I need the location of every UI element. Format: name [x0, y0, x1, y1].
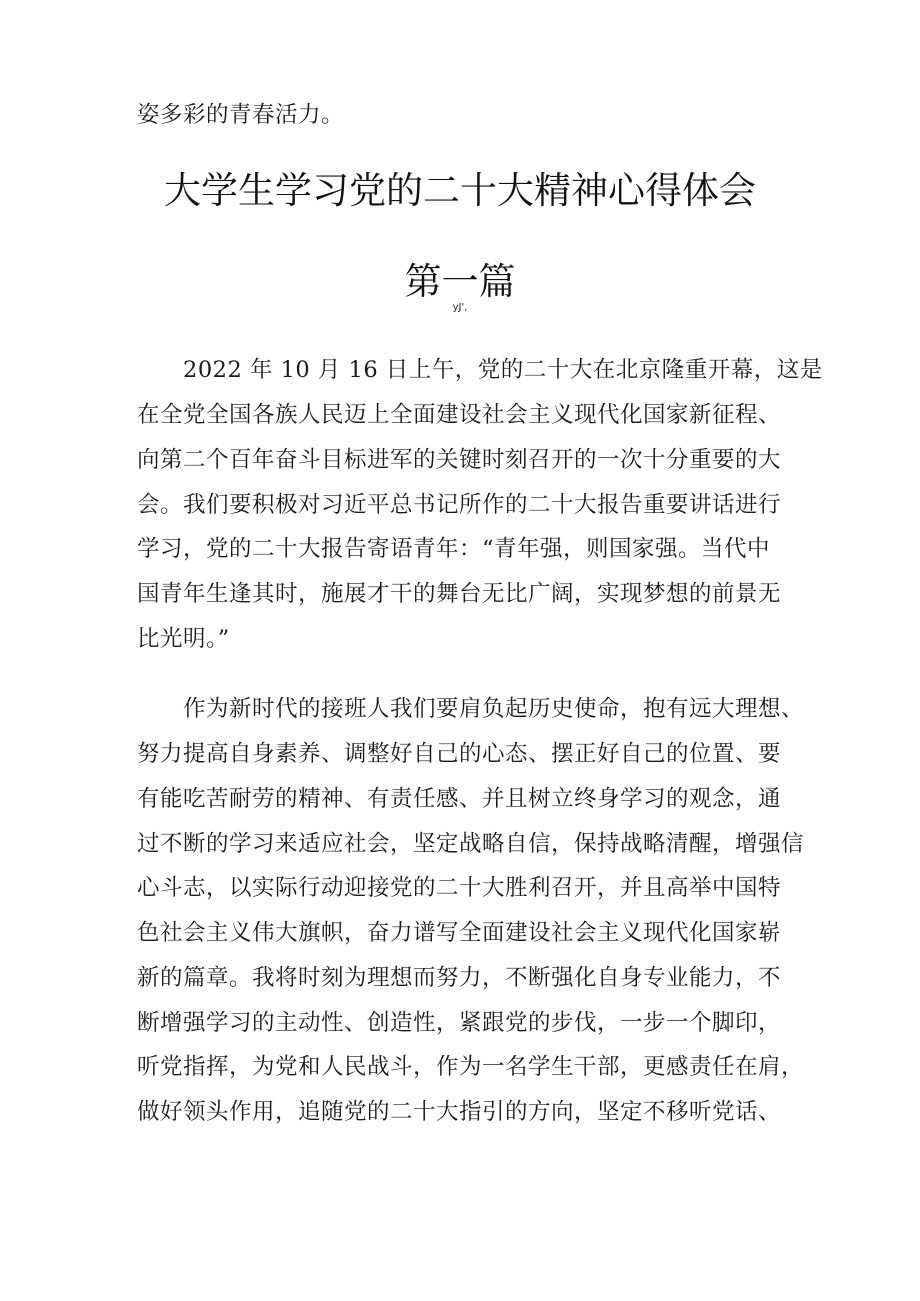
paragraph-line: 会。我们要积极对习近平总书记所作的二十大报告重要讲话进行 [137, 492, 782, 518]
paragraph-line: 作为新时代的接班人我们要肩负起历史使命，抱有远大理想、 [183, 696, 805, 722]
paragraph-line: 过不断的学习来适应社会，坚定战略自信，保持战略清醒，增强信 [137, 831, 805, 857]
paragraph-line: 努力提高自身素养、调整好自己的心态、摆正好自己的位置、要 [137, 741, 782, 767]
paragraph-line: 新的篇章。我将时刻为理想而努力，不断强化自身专业能力，不 [137, 965, 782, 991]
top-fragment-text: 姿多彩的青春活力。 [137, 102, 345, 128]
paragraph-line: 2022 年 10 月 16 日上午，党的二十大在北京隆重开幕，这是 [183, 357, 823, 383]
paragraph-line: 在全党全国各族人民迈上全面建设社会主义现代化国家新征程、 [137, 402, 782, 428]
paragraph-line: 国青年生逢其时，施展才干的舞台无比广阔，实现梦想的前景无 [137, 581, 782, 607]
document-subtitle: 第一篇 [404, 260, 516, 303]
paragraph-line: 做好领头作用，追随党的二十大指引的方向，坚定不移听党话、 [137, 1099, 782, 1125]
paragraph-line: 学习，党的二十大报告寄语青年：“青年强，则国家强。当代中 [137, 536, 771, 562]
paragraph-line: 听党指挥，为党和人民战斗，作为一名学生干部，更感责任在肩， [137, 1054, 805, 1080]
paragraph-line: 心斗志，以实际行动迎接党的二十大胜利召开，并且高举中国特 [137, 875, 782, 901]
subtitle-mark: yJ', [452, 302, 468, 313]
paragraph-line: 色社会主义伟大旗帜，奋力谱写全面建设社会主义现代化国家崭 [137, 920, 782, 946]
paragraph-line: 比光明。” [137, 626, 230, 652]
paragraph-line: 向第二个百年奋斗目标进军的关键时刻召开的一次十分重要的大 [137, 447, 782, 473]
paragraph-line: 有能吃苦耐劳的精神、有责任感、并且树立终身学习的观念，通 [137, 786, 782, 812]
paragraph-line: 断增强学习的主动性、创造性，紧跟党的步伐，一步一个脚印， [137, 1010, 782, 1036]
document-title: 大学生学习党的二十大精神心得体会 [164, 169, 756, 212]
